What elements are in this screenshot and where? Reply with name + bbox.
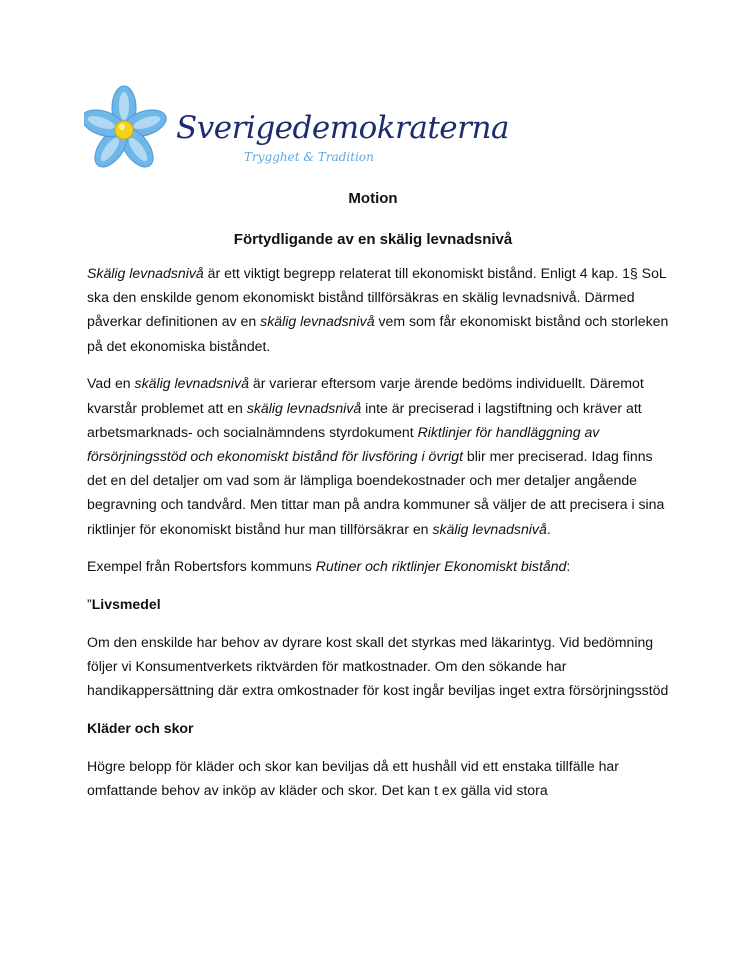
logo-wordmark: Sverigedemokraterna [176,110,509,146]
document-type: Motion [348,190,398,207]
party-logo [84,84,509,180]
paragraph-4: Om den enskilde har behov av dyrare kost skall det styrkas med läkarintyg. Vid bedömning följer vi Konsumentverkets riktvärden för matkostnader. Om den sökande har handikappersättning där extra omkostnader för kost ingår beviljas inget extra försörjningsstöd [87,634,669,699]
paragraph-3: Exempel från Robertsfors kommuns Rutiner och riktlinjer Ekonomiskt bistånd: [87,558,571,575]
document-body [87,261,672,816]
subheading-klader-och-skor: Kläder och skor [87,720,194,737]
subheading-livsmedel: ”Livsmedel [87,596,161,613]
paragraph-1: Skälig levnadsnivå är ett viktigt begrepp relaterat till ekonomiskt bistånd. Enligt 4 kap. 1§ SoL ska den enskilde genom ekonomiskt bistånd tillförsäkras en skälig levnadsnivå. Därmed påverkar definitionen av en skälig levnadsnivå vem som får ekonomiskt bistånd och storleken på det ekonomiska biståndet. [87,265,669,354]
paragraph-2: Vad en skälig levnadsnivå är varierar eftersom varje ärende bedöms individuellt. Däremot kvarstår problemet att en skälig levnadsnivå inte är preciserad i lagstiftning och kräver att arbetsmarknads- och socialnämndens styrdokument Riktlinjer för handläggning av försörjningsstöd och ekonomiskt bistånd för livsföring i övrigt blir mer preciserad. Idag finns det en del detaljer om vad som är lämpliga boendekostnader och mer detaljer angående begravning och tandvård. Men tittar man på andra kommuner så väljer de att precisera i sina riktlinjer för ekonomiskt bistånd hur man tillförsäkrar en skälig levnadsnivå. [87,375,665,537]
logo-tagline: Trygghet & Tradition [244,150,374,164]
document-title: Förtydligande av en skälig levnadsnivå [233,231,513,248]
flower-center [115,121,133,139]
paragraph-5: Högre belopp för kläder och skor kan beviljas då ett hushåll vid ett enstaka tillfälle har omfattande behov av inköp av kläder och skor. Det kan t ex gälla vid stora [87,758,619,799]
